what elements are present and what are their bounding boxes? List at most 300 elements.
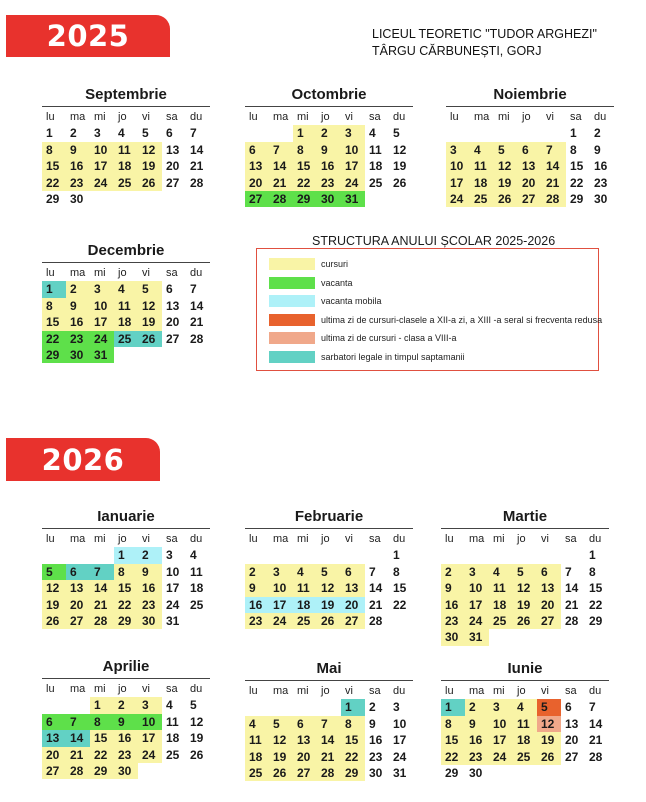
day-cell: 29 [114, 613, 138, 629]
day-cell: 28 [90, 613, 114, 629]
day-cell: 20 [293, 749, 317, 765]
day-cell: 6 [518, 142, 542, 158]
weekday-header: vi [541, 685, 549, 697]
day-cell: 26 [494, 191, 518, 207]
legend-item-xii [269, 314, 602, 326]
weekday-header: jo [118, 111, 127, 123]
day-cell: 19 [42, 597, 66, 613]
day-cell: 30 [594, 191, 608, 206]
day-cell: 9 [66, 298, 90, 314]
day-cell: 18 [245, 749, 269, 765]
day-cell: 27 [245, 191, 269, 207]
day-cell: 9 [138, 564, 162, 580]
day-cell: 1 [393, 548, 400, 563]
empty-cell [269, 547, 293, 563]
day-cell: 26 [317, 613, 341, 629]
weekday-header: mi [94, 533, 106, 545]
month-title: Martie [441, 508, 609, 529]
weekday-header: mi [493, 685, 505, 697]
day-cell: 2 [66, 281, 90, 297]
day-cell: 16 [66, 158, 90, 174]
day-cell: 13 [66, 580, 90, 596]
weekday-header: lu [249, 685, 258, 697]
day-cell: 5 [269, 716, 293, 732]
day-cell: 24 [489, 749, 513, 765]
legend [256, 248, 603, 371]
day-cell: 5 [513, 564, 537, 580]
day-cell: 8 [341, 716, 365, 732]
day-cell: 31 [393, 765, 407, 780]
day-cell: 28 [369, 613, 383, 628]
day-cell: 25 [513, 749, 537, 765]
day-cell: 3 [166, 548, 173, 563]
day-cell: 20 [166, 159, 180, 174]
day-cell: 2 [317, 125, 341, 141]
day-cell: 24 [446, 191, 470, 207]
day-cell: 7 [589, 700, 596, 715]
day-cell: 20 [166, 315, 180, 330]
day-cell: 25 [489, 613, 513, 629]
day-cell: 4 [245, 716, 269, 732]
day-cell: 26 [269, 765, 293, 781]
day-cell: 16 [317, 158, 341, 174]
weekday-header: mi [297, 685, 309, 697]
day-cell: 18 [293, 597, 317, 613]
day-cell: 4 [118, 126, 125, 141]
day-cell: 4 [166, 698, 173, 713]
empty-cell [269, 125, 293, 141]
day-cell: 11 [114, 142, 138, 158]
day-cell: 21 [66, 747, 90, 763]
month-title: Noiembrie [446, 86, 614, 107]
empty-cell [465, 547, 489, 563]
day-cell: 5 [317, 564, 341, 580]
day-cell: 3 [94, 126, 101, 141]
day-cell: 6 [66, 564, 90, 580]
day-cell: 29 [293, 191, 317, 207]
school-location: TÂRGU CĂRBUNEȘTI, GORJ [372, 44, 542, 58]
day-cell: 21 [190, 159, 204, 174]
day-cell: 23 [66, 175, 90, 191]
day-cell: 28 [190, 175, 204, 190]
day-cell: 22 [570, 175, 584, 190]
month-title: Octombrie [245, 86, 413, 107]
weekday-header: mi [297, 111, 309, 123]
weekday-header: mi [94, 111, 106, 123]
day-cell: 28 [542, 191, 566, 207]
day-cell: 8 [42, 298, 66, 314]
day-cell: 24 [393, 749, 407, 764]
day-cell: 29 [341, 765, 365, 781]
weekday-header: du [393, 685, 406, 697]
weekday-header: mi [94, 267, 106, 279]
day-cell: 30 [317, 191, 341, 207]
day-cell: 8 [90, 714, 114, 730]
day-cell: 27 [565, 749, 579, 764]
weekday-header: ma [474, 111, 490, 123]
day-cell: 3 [393, 700, 400, 715]
weekday-header: vi [546, 111, 554, 123]
day-cell: 6 [42, 714, 66, 730]
weekday-header: vi [345, 111, 353, 123]
weekday-header: du [589, 685, 602, 697]
day-cell: 20 [245, 175, 269, 191]
empty-cell [245, 547, 269, 563]
day-cell: 14 [542, 158, 566, 174]
day-cell: 21 [190, 315, 204, 330]
day-cell: 2 [138, 547, 162, 563]
day-cell: 23 [114, 747, 138, 763]
day-cell: 23 [594, 175, 608, 190]
weekday-header: vi [142, 111, 150, 123]
day-cell: 27 [42, 763, 66, 779]
weekday-header: sa [166, 533, 178, 545]
day-cell: 5 [190, 698, 197, 713]
day-cell: 12 [138, 298, 162, 314]
day-cell: 12 [317, 580, 341, 596]
day-cell: 19 [317, 597, 341, 613]
day-cell: 6 [166, 126, 173, 141]
empty-cell [537, 547, 561, 563]
day-cell: 6 [565, 700, 572, 715]
weekday-header: du [190, 533, 203, 545]
day-cell: 18 [190, 581, 204, 596]
day-cell: 28 [269, 191, 293, 207]
day-cell: 10 [341, 142, 365, 158]
day-cell: 17 [341, 158, 365, 174]
day-cell: 13 [42, 730, 66, 746]
legend-item-curs [269, 258, 348, 270]
empty-cell [317, 547, 341, 563]
day-cell: 18 [513, 732, 537, 748]
empty-cell [42, 547, 66, 563]
day-cell: 16 [114, 730, 138, 746]
day-cell: 28 [589, 749, 603, 764]
day-cell: 9 [317, 142, 341, 158]
day-cell: 14 [269, 158, 293, 174]
day-cell: 7 [90, 564, 114, 580]
day-cell: 30 [369, 765, 383, 780]
day-cell: 10 [465, 580, 489, 596]
day-cell: 14 [66, 730, 90, 746]
day-cell: 15 [293, 158, 317, 174]
school-header [372, 26, 597, 60]
day-cell: 26 [537, 749, 561, 765]
weekday-header: mi [297, 533, 309, 545]
day-cell: 5 [138, 281, 162, 297]
day-cell: 3 [446, 142, 470, 158]
day-cell: 14 [190, 298, 204, 313]
day-cell: 11 [369, 142, 382, 157]
day-cell: 23 [369, 749, 383, 764]
day-cell: 16 [441, 597, 465, 613]
day-cell: 4 [513, 699, 537, 715]
day-cell: 8 [114, 564, 138, 580]
day-cell: 13 [341, 580, 365, 596]
weekday-header: vi [345, 533, 353, 545]
legend-label: sarbatori legale in timpul saptamanii [321, 351, 465, 362]
day-cell: 22 [42, 175, 66, 191]
weekday-header: du [393, 111, 406, 123]
day-cell: 30 [66, 347, 90, 363]
weekday-header: vi [142, 683, 150, 695]
day-cell: 9 [369, 716, 376, 731]
day-cell: 22 [589, 597, 603, 612]
weekday-header: ma [70, 267, 86, 279]
empty-cell [470, 125, 494, 141]
day-cell: 28 [190, 331, 204, 346]
day-cell: 22 [341, 749, 365, 765]
day-cell: 22 [114, 597, 138, 613]
day-cell: 1 [114, 547, 138, 563]
day-cell: 18 [114, 158, 138, 174]
day-cell: 11 [114, 298, 138, 314]
legend-label: vacanta mobila [321, 296, 382, 306]
month-title: Aprilie [42, 658, 210, 679]
day-cell: 9 [245, 580, 269, 596]
weekday-header: sa [369, 111, 381, 123]
day-cell: 13 [166, 142, 180, 157]
weekday-header: lu [46, 683, 55, 695]
day-cell: 10 [138, 714, 162, 730]
empty-cell [341, 547, 365, 563]
day-cell: 25 [369, 175, 383, 190]
empty-cell [513, 547, 537, 563]
day-cell: 25 [166, 747, 180, 762]
day-cell: 20 [341, 597, 365, 613]
day-cell: 10 [446, 158, 470, 174]
weekday-header: lu [445, 685, 454, 697]
day-cell: 15 [42, 158, 66, 174]
weekday-header: jo [118, 267, 127, 279]
day-cell: 29 [570, 191, 584, 206]
day-cell: 18 [166, 731, 180, 746]
weekday-header: lu [445, 533, 454, 545]
day-cell: 26 [190, 747, 204, 762]
legend-swatch [269, 295, 315, 307]
weekday-header: sa [565, 533, 577, 545]
weekday-header: jo [517, 685, 526, 697]
day-cell: 24 [90, 331, 114, 347]
month-title: Mai [245, 660, 413, 681]
day-cell: 11 [470, 158, 494, 174]
day-cell: 27 [66, 613, 90, 629]
day-cell: 7 [269, 142, 293, 158]
day-cell: 19 [537, 732, 561, 748]
day-cell: 20 [42, 747, 66, 763]
day-cell: 11 [190, 564, 203, 579]
weekday-header: vi [142, 267, 150, 279]
day-cell: 27 [537, 613, 561, 629]
day-cell: 29 [46, 191, 60, 206]
empty-cell [365, 547, 389, 563]
day-cell: 7 [369, 564, 376, 579]
day-cell: 19 [269, 749, 293, 765]
legend-swatch [269, 258, 315, 270]
weekday-header: ma [273, 685, 289, 697]
day-cell: 4 [190, 548, 197, 563]
empty-cell [446, 125, 470, 141]
day-cell: 22 [293, 175, 317, 191]
day-cell: 17 [269, 597, 293, 613]
day-cell: 20 [537, 597, 561, 613]
day-cell: 25 [470, 191, 494, 207]
weekday-header: jo [118, 683, 127, 695]
day-cell: 5 [42, 564, 66, 580]
day-cell: 8 [42, 142, 66, 158]
day-cell: 17 [465, 597, 489, 613]
day-cell: 9 [594, 142, 601, 157]
day-cell: 8 [441, 716, 465, 732]
day-cell: 22 [90, 747, 114, 763]
day-cell: 26 [138, 331, 162, 347]
weekday-header: jo [517, 533, 526, 545]
empty-cell [245, 125, 269, 141]
day-cell: 15 [114, 580, 138, 596]
legend-swatch [269, 332, 315, 344]
legend-swatch [269, 314, 315, 326]
day-cell: 27 [166, 331, 180, 346]
day-cell: 26 [393, 175, 407, 190]
day-cell: 18 [114, 314, 138, 330]
day-cell: 28 [66, 763, 90, 779]
day-cell: 16 [594, 159, 608, 174]
day-cell: 5 [393, 126, 400, 141]
day-cell: 2 [114, 697, 138, 713]
weekday-header: sa [565, 685, 577, 697]
day-cell: 3 [269, 564, 293, 580]
day-cell: 13 [166, 298, 180, 313]
weekday-header: du [190, 683, 203, 695]
empty-cell [245, 699, 269, 715]
day-cell: 12 [190, 714, 204, 729]
weekday-header: sa [570, 111, 582, 123]
day-cell: 26 [42, 613, 66, 629]
day-cell: 1 [42, 281, 66, 297]
legend-label: cursuri [321, 259, 349, 269]
weekday-header: ma [70, 533, 86, 545]
day-cell: 2 [465, 699, 489, 715]
day-cell: 17 [446, 175, 470, 191]
day-cell: 12 [494, 158, 518, 174]
day-cell: 19 [513, 597, 537, 613]
month-iunie [441, 660, 609, 781]
day-cell: 2 [369, 700, 376, 715]
day-cell: 27 [341, 613, 365, 629]
day-cell: 10 [269, 580, 293, 596]
day-cell: 29 [589, 613, 603, 628]
weekday-header: mi [493, 533, 505, 545]
day-cell: 8 [393, 564, 400, 579]
day-cell: 26 [513, 613, 537, 629]
weekday-header: jo [522, 111, 531, 123]
day-cell: 19 [393, 159, 407, 174]
day-cell: 10 [90, 142, 114, 158]
day-cell: 8 [293, 142, 317, 158]
month-septembrie [42, 86, 210, 207]
day-cell: 14 [589, 716, 603, 731]
day-cell: 10 [90, 298, 114, 314]
day-cell: 3 [341, 125, 365, 141]
legend-item-mob [269, 295, 382, 307]
day-cell: 18 [489, 597, 513, 613]
day-cell: 5 [494, 142, 518, 158]
weekday-header: ma [70, 111, 86, 123]
day-cell: 12 [269, 732, 293, 748]
day-cell: 23 [317, 175, 341, 191]
day-cell: 10 [393, 716, 407, 731]
year-banner-2026: 2026 [6, 438, 160, 481]
day-cell: 1 [46, 126, 53, 141]
day-cell: 23 [66, 331, 90, 347]
day-cell: 13 [293, 732, 317, 748]
day-cell: 16 [369, 733, 383, 748]
month-decembrie [42, 242, 210, 363]
day-cell: 12 [513, 580, 537, 596]
day-cell: 11 [245, 732, 269, 748]
empty-cell [269, 699, 293, 715]
day-cell: 22 [441, 749, 465, 765]
day-cell: 17 [90, 314, 114, 330]
day-cell: 14 [369, 581, 383, 596]
empty-cell [66, 697, 90, 713]
day-cell: 19 [138, 314, 162, 330]
day-cell: 7 [66, 714, 90, 730]
day-cell: 24 [269, 613, 293, 629]
month-title: Ianuarie [42, 508, 210, 529]
day-cell: 11 [489, 580, 513, 596]
day-cell: 2 [594, 126, 601, 141]
weekday-header: ma [70, 683, 86, 695]
month-noiembrie [446, 86, 614, 207]
month-aprilie [42, 658, 210, 779]
day-cell: 11 [293, 580, 317, 596]
day-cell: 2 [245, 564, 269, 580]
day-cell: 7 [565, 564, 572, 579]
day-cell: 18 [369, 159, 383, 174]
day-cell: 27 [166, 175, 180, 190]
weekday-header: vi [345, 685, 353, 697]
day-cell: 30 [441, 629, 465, 645]
weekday-header: mi [498, 111, 510, 123]
day-cell: 24 [90, 175, 114, 191]
weekday-header: du [594, 111, 607, 123]
year-banner-2025: 2025 [6, 15, 170, 57]
day-cell: 3 [465, 564, 489, 580]
day-cell: 14 [190, 142, 204, 157]
day-cell: 24 [166, 597, 180, 612]
day-cell: 6 [166, 282, 173, 297]
day-cell: 1 [441, 699, 465, 715]
day-cell: 21 [369, 597, 383, 612]
day-cell: 16 [138, 580, 162, 596]
empty-cell [293, 699, 317, 715]
weekday-header: vi [541, 533, 549, 545]
day-cell: 29 [42, 347, 66, 363]
day-cell: 19 [138, 158, 162, 174]
day-cell: 13 [537, 580, 561, 596]
day-cell: 11 [513, 716, 537, 732]
day-cell: 10 [489, 716, 513, 732]
weekday-header: lu [46, 111, 55, 123]
day-cell: 23 [441, 613, 465, 629]
weekday-header: lu [249, 111, 258, 123]
month-martie [441, 508, 609, 646]
weekday-header: sa [369, 533, 381, 545]
weekday-header: lu [46, 267, 55, 279]
day-cell: 14 [90, 580, 114, 596]
day-cell: 14 [317, 732, 341, 748]
